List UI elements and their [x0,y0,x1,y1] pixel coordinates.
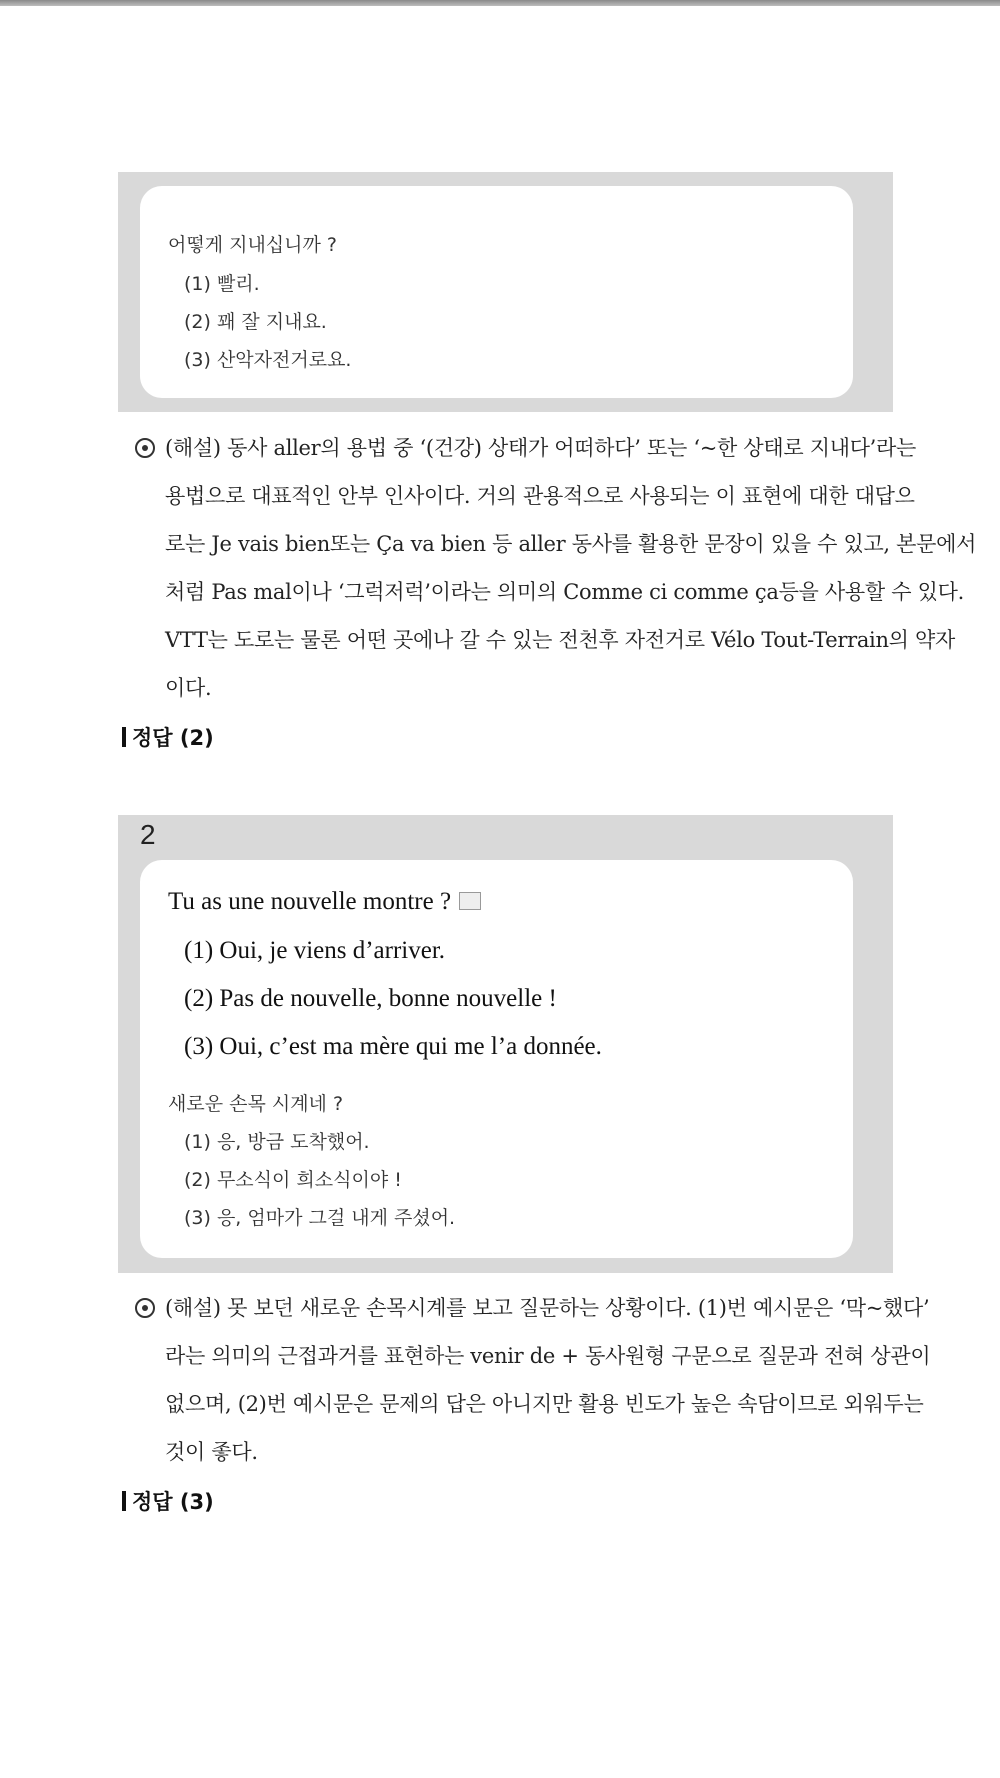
bullet-circle-icon [135,1298,155,1318]
answer-1: 정답 (2) [122,722,214,752]
question-2-card [140,860,853,1258]
answer-marker [122,727,126,747]
explanation-line: 없으며, (2)번 예시문은 문제의 답은 아니지만 활용 빈도가 높은 속담이므로 외워두는 [165,1392,924,1416]
explanation-line: (해설) 못 보던 새로운 손목시계를 보고 질문하는 상황이다. (1)번 예시문은 ‘막~했다’ [135,1292,929,1322]
question-number: 2 [140,819,156,850]
korean-option-3: (3) 산악자전거로요. [184,349,352,371]
question-2-panel [118,815,893,1273]
audio-speaker-icon[interactable] [459,892,481,910]
answer-2: 정답 (3) [122,1486,214,1516]
question-1-panel [118,172,893,412]
korean-question: 새로운 손목 시계네 ? [168,1093,344,1115]
question-1-explanation [135,432,977,712]
top-rule [0,0,1000,6]
explanation-line: 용법으로 대표적인 안부 인사이다. 거의 관용적으로 사용되는 이 표현에 대한 대답으 [165,484,915,508]
answer-marker [122,1491,126,1511]
french-option-3: (3) Oui, c’est ma mère qui me l’a donnée. [184,1033,602,1060]
korean-option-2: (2) 꽤 잘 지내요. [184,311,327,333]
question-2-explanation [135,1292,931,1482]
korean-option-3: (3) 응, 엄마가 그걸 내게 주셨어. [184,1207,456,1229]
explanation-line: 라는 의미의 근접과거를 표현하는 venir de + 동사원형 구문으로 질문과 전혀 상관이 [165,1344,931,1368]
korean-option-2: (2) 무소식이 희소식이야 ! [184,1169,402,1191]
question-1-card [140,186,853,398]
explanation-line: 로는 Je vais bien또는 Ça va bien 등 aller 동사를 활용한 문장이 있을 수 있고, 본문에서 [165,532,977,556]
french-question: Tu as une nouvelle montre ? [168,888,481,916]
explanation-line: VTT는 도로는 물론 어떤 곳에나 갈 수 있는 전천후 자전거로 Vélo Tout-Terrain의 약자 [165,628,956,652]
korean-option-1: (1) 빨리. [184,273,260,295]
explanation-line: (해설) 동사 aller의 용법 중 ‘(건강) 상태가 어떠하다’ 또는 ‘~한 상태로 지내다’라는 [135,432,916,462]
french-option-1: (1) Oui, je viens d’arriver. [184,937,446,964]
korean-question: 어떻게 지내십니까 ? [168,234,337,256]
explanation-line: 처럼 Pas mal이나 ‘그럭저럭’이라는 의미의 Comme ci comme ça등을 사용할 수 있다. [165,580,964,604]
explanation-line: 것이 좋다. [165,1440,258,1464]
explanation-line: 이다. [165,676,212,700]
bullet-circle-icon [135,438,155,458]
korean-option-1: (1) 응, 방금 도착했어. [184,1131,370,1153]
french-option-2: (2) Pas de nouvelle, bonne nouvelle ! [184,985,557,1012]
